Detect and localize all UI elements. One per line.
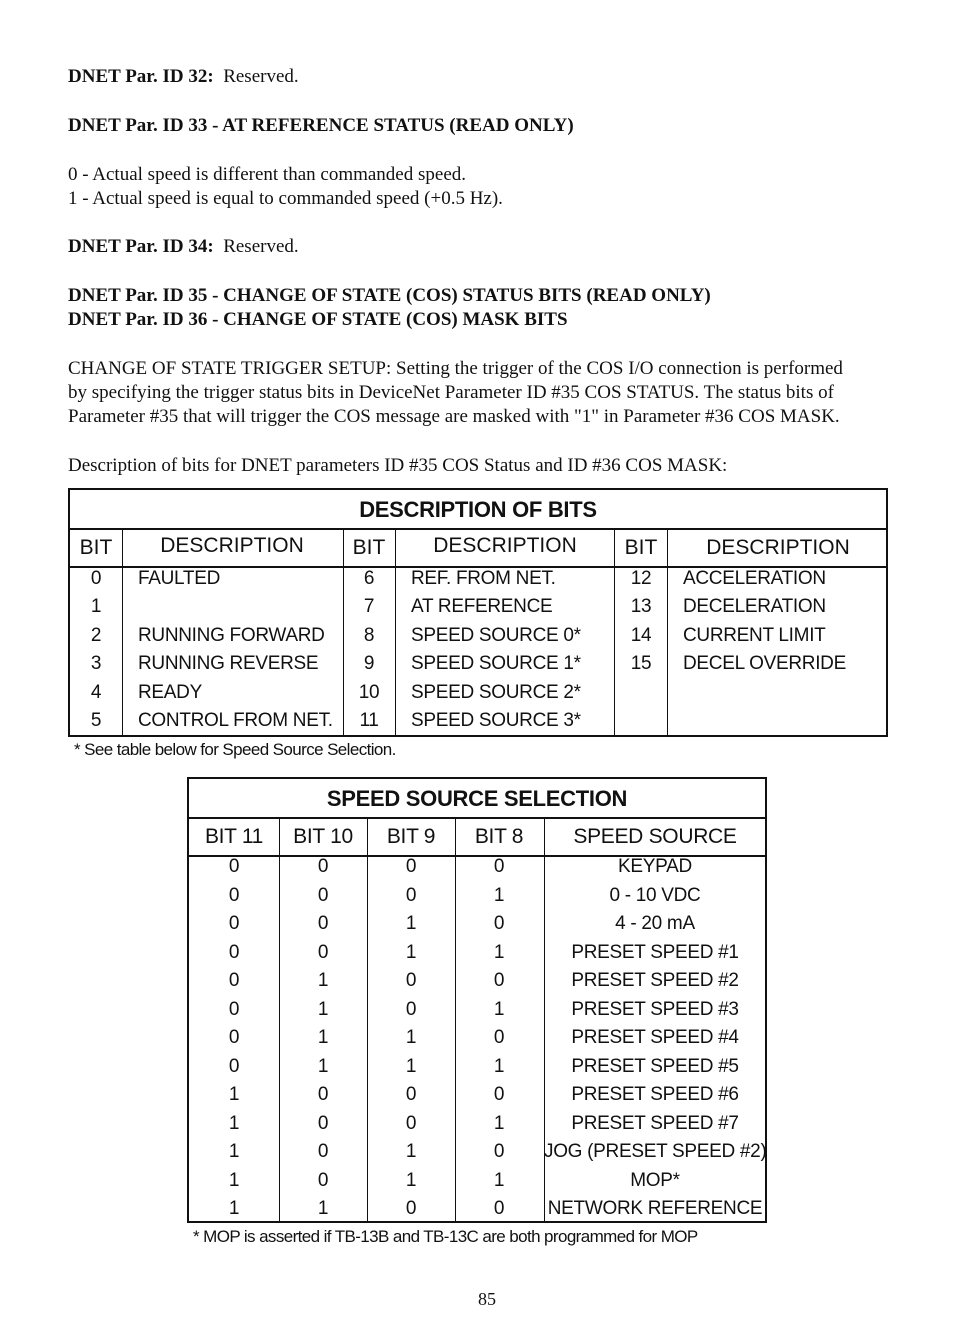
bit-description: ACCELERATION bbox=[683, 568, 826, 589]
speed-source-value: PRESET SPEED #1 bbox=[571, 941, 739, 963]
bit-number: 3 bbox=[90, 653, 102, 674]
bit-10-value: 0 bbox=[317, 913, 329, 934]
bits-table-header-row bbox=[70, 528, 886, 568]
bits-table-footnote: * See table below for Speed Source Selection. bbox=[74, 740, 396, 759]
header-description-3: DESCRIPTION bbox=[706, 536, 850, 559]
speed-table-title: SPEED SOURCE SELECTION bbox=[189, 779, 765, 819]
page-number: 85 bbox=[478, 1289, 496, 1309]
bit-number: 12 bbox=[630, 568, 652, 589]
bit-8-value: 0 bbox=[493, 913, 505, 934]
header-bit-8: BIT 8 bbox=[474, 825, 524, 848]
bit-description: REF. FROM NET. bbox=[411, 568, 556, 589]
bit-description: DECEL OVERRIDE bbox=[683, 653, 846, 674]
bit-description: SPEED SOURCE 0* bbox=[411, 625, 581, 646]
bit-11-value: 1 bbox=[228, 1084, 240, 1105]
par33-heading-text: DNET Par. ID 33 - AT REFERENCE STATUS (READ ONLY) bbox=[68, 115, 574, 136]
bit-number: 15 bbox=[630, 653, 652, 674]
bit-9-value: 1 bbox=[405, 913, 417, 934]
bit-11-value: 0 bbox=[228, 1027, 240, 1048]
bit-number: 6 bbox=[363, 568, 375, 589]
bit-description: READY bbox=[138, 682, 202, 703]
par32-text: Reserved. bbox=[223, 66, 299, 87]
bit-8-value: 1 bbox=[493, 998, 505, 1020]
header-bit-11: BIT 11 bbox=[204, 825, 264, 848]
bit-9-value: 1 bbox=[405, 1141, 417, 1162]
header-bit-10: BIT 10 bbox=[293, 825, 353, 848]
bit-9-value: 0 bbox=[405, 970, 417, 991]
par33-item-0: 0 - Actual speed is different than commanded speed. bbox=[68, 164, 466, 185]
par33-item-1: 1 - Actual speed is equal to commanded speed (+0.5 Hz). bbox=[68, 188, 503, 209]
speed-source-value: 0 - 10 VDC bbox=[609, 884, 701, 906]
bit-number: 0 bbox=[90, 568, 102, 589]
bit-9-value: 0 bbox=[405, 1084, 417, 1105]
speed-source-value: PRESET SPEED #5 bbox=[571, 1055, 739, 1077]
bit-10-value: 0 bbox=[317, 1169, 329, 1191]
bit-description: SPEED SOURCE 1* bbox=[411, 653, 581, 674]
bit-10-value: 1 bbox=[317, 998, 329, 1020]
bit-number: 7 bbox=[363, 596, 375, 617]
bit-8-value: 0 bbox=[493, 1084, 505, 1105]
bit-number: 8 bbox=[363, 625, 375, 646]
bit-11-value: 0 bbox=[228, 998, 240, 1020]
bit-10-value: 1 bbox=[317, 970, 329, 991]
bit-8-value: 0 bbox=[493, 970, 505, 991]
speed-source-value: KEYPAD bbox=[618, 856, 692, 877]
par34-label: DNET Par. ID 34: bbox=[68, 236, 214, 257]
bit-8-value: 0 bbox=[493, 1141, 505, 1162]
speed-source-value: JOG (PRESET SPEED #2) bbox=[544, 1141, 767, 1162]
bit-11-value: 0 bbox=[228, 884, 240, 906]
bit-description: FAULTED bbox=[138, 568, 221, 589]
bit-9-value: 0 bbox=[405, 998, 417, 1020]
header-description-2: DESCRIPTION bbox=[433, 534, 577, 557]
bit-11-value: 0 bbox=[228, 941, 240, 963]
bit-11-value: 1 bbox=[228, 1141, 240, 1162]
header-description-1: DESCRIPTION bbox=[160, 534, 304, 557]
bit-9-value: 0 bbox=[405, 1198, 417, 1219]
bits-intro: Description of bits for DNET parameters ID #35 COS Status and ID #36 COS MASK: bbox=[68, 455, 728, 476]
bit-11-value: 0 bbox=[228, 970, 240, 991]
bit-number: 5 bbox=[90, 710, 102, 731]
bit-8-value: 1 bbox=[493, 941, 505, 963]
par33-heading bbox=[68, 115, 574, 137]
col-divider bbox=[395, 528, 396, 735]
par36-heading bbox=[68, 309, 568, 331]
bit-11-value: 0 bbox=[228, 913, 240, 934]
bit-9-value: 0 bbox=[405, 1112, 417, 1134]
bit-10-value: 0 bbox=[317, 941, 329, 963]
bit-number: 9 bbox=[363, 653, 375, 674]
speed-source-value: MOP* bbox=[630, 1169, 680, 1191]
bit-number: 11 bbox=[359, 710, 379, 731]
bit-description: CURRENT LIMIT bbox=[683, 625, 826, 646]
bit-10-value: 0 bbox=[317, 1084, 329, 1105]
bit-description: CONTROL FROM NET. bbox=[138, 710, 333, 731]
bit-11-value: 0 bbox=[228, 1055, 240, 1077]
speed-source-selection-table bbox=[187, 777, 767, 1223]
bit-9-value: 1 bbox=[405, 1055, 417, 1077]
bits-table-title: DESCRIPTION OF BITS bbox=[70, 490, 886, 530]
par35-heading bbox=[68, 285, 711, 307]
par34-text: Reserved. bbox=[223, 236, 299, 257]
bit-10-value: 1 bbox=[317, 1055, 329, 1077]
col-divider bbox=[122, 528, 123, 735]
speed-source-value: 4 - 20 mA bbox=[615, 913, 695, 934]
bit-10-value: 1 bbox=[317, 1198, 329, 1219]
bit-9-value: 0 bbox=[405, 884, 417, 906]
par32-label: DNET Par. ID 32: bbox=[68, 66, 214, 87]
speed-source-value: PRESET SPEED #6 bbox=[571, 1084, 739, 1105]
bit-10-value: 0 bbox=[317, 884, 329, 906]
header-bit-3: BIT bbox=[624, 536, 658, 559]
bit-11-value: 1 bbox=[228, 1169, 240, 1191]
bit-number: 14 bbox=[630, 625, 652, 646]
speed-source-value: PRESET SPEED #4 bbox=[571, 1027, 739, 1048]
bit-10-value: 1 bbox=[317, 1027, 329, 1048]
bit-10-value: 0 bbox=[317, 856, 329, 877]
bit-8-value: 0 bbox=[493, 1027, 505, 1048]
speed-source-value: PRESET SPEED #2 bbox=[571, 970, 739, 991]
par36-heading-text: DNET Par. ID 36 - CHANGE OF STATE (COS) MASK BITS bbox=[68, 309, 568, 330]
bit-description: RUNNING REVERSE bbox=[138, 653, 319, 674]
bit-number: 13 bbox=[630, 596, 652, 617]
par35-heading-text: DNET Par. ID 35 - CHANGE OF STATE (COS) STATUS BITS (READ ONLY) bbox=[68, 285, 711, 306]
bit-8-value: 1 bbox=[493, 1055, 505, 1077]
speed-source-value: NETWORK REFERENCE bbox=[547, 1198, 763, 1219]
speed-table-header-row bbox=[189, 817, 765, 857]
bit-9-value: 1 bbox=[405, 1027, 417, 1048]
bit-9-value: 1 bbox=[405, 1169, 417, 1191]
bit-8-value: 0 bbox=[493, 856, 505, 877]
bit-11-value: 1 bbox=[228, 1198, 240, 1219]
bit-description: RUNNING FORWARD bbox=[138, 625, 325, 646]
speed-table-footnote: * MOP is asserted if TB-13B and TB-13C are both programmed for MOP bbox=[193, 1227, 698, 1246]
bit-11-value: 1 bbox=[228, 1112, 240, 1134]
bit-11-value: 0 bbox=[228, 856, 240, 877]
bit-8-value: 1 bbox=[493, 1112, 505, 1134]
bit-8-value: 1 bbox=[493, 884, 505, 906]
col-divider bbox=[667, 528, 668, 735]
header-bit-1: BIT bbox=[79, 536, 113, 559]
description-of-bits-table bbox=[68, 488, 888, 737]
bit-number: 4 bbox=[90, 682, 102, 703]
bit-description: AT REFERENCE bbox=[411, 596, 553, 617]
cos-paragraph-line-3: Parameter #35 that will trigger the COS message are masked with "1" in Parameter #36 COS MASK. bbox=[68, 406, 840, 427]
bit-8-value: 0 bbox=[493, 1198, 505, 1219]
bit-8-value: 1 bbox=[493, 1169, 505, 1191]
par34-line bbox=[68, 236, 299, 258]
bit-number: 2 bbox=[90, 625, 102, 646]
bit-9-value: 0 bbox=[405, 856, 417, 877]
header-bit-2: BIT bbox=[352, 536, 386, 559]
header-speed-source: SPEED SOURCE bbox=[573, 825, 737, 848]
cos-paragraph-line-2: by specifying the trigger status bits in DeviceNet Parameter ID #35 COS STATUS. The status bits of bbox=[68, 382, 834, 403]
bit-10-value: 0 bbox=[317, 1112, 329, 1134]
bit-9-value: 1 bbox=[405, 941, 417, 963]
par32-line bbox=[68, 66, 299, 88]
speed-source-value: PRESET SPEED #7 bbox=[571, 1112, 739, 1134]
bit-description: DECELERATION bbox=[683, 596, 826, 617]
header-bit-9: BIT 9 bbox=[386, 825, 436, 848]
bit-number: 10 bbox=[358, 682, 380, 703]
bit-10-value: 0 bbox=[317, 1141, 329, 1162]
bit-description: SPEED SOURCE 2* bbox=[411, 682, 581, 703]
bit-description: SPEED SOURCE 3* bbox=[411, 710, 581, 731]
bit-number: 1 bbox=[90, 596, 102, 617]
cos-paragraph-line-1: CHANGE OF STATE TRIGGER SETUP: Setting the trigger of the COS I/O connection is performed bbox=[68, 358, 843, 379]
speed-source-value: PRESET SPEED #3 bbox=[571, 998, 739, 1020]
